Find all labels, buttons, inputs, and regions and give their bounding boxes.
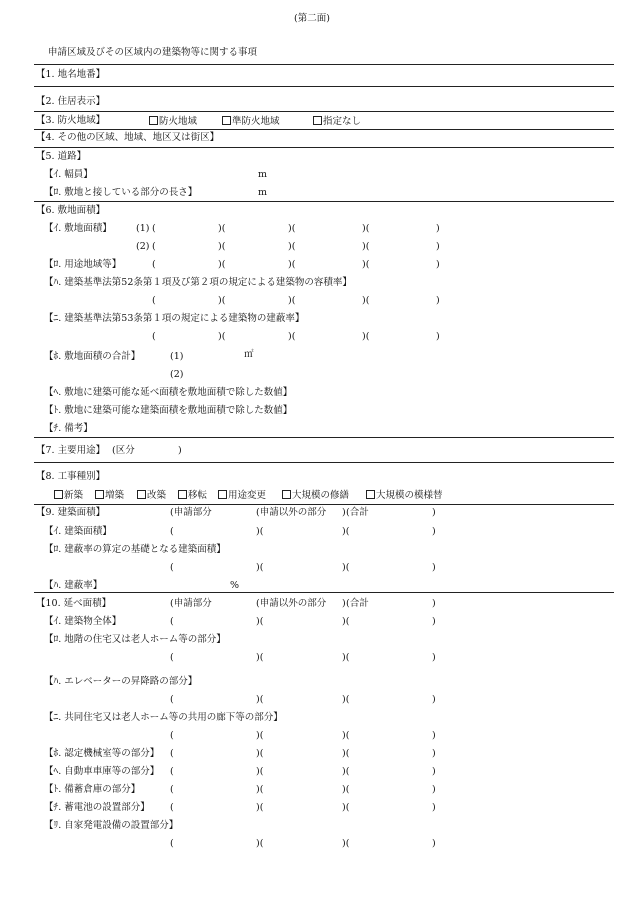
field-frontage-length[interactable]: 【ﾛ. 敷地と接している部分の長さ】 [44, 187, 198, 198]
divider [34, 437, 614, 438]
unit-percent: % [230, 580, 240, 591]
checkbox[interactable] [282, 490, 291, 499]
checkbox[interactable] [95, 490, 104, 499]
field-far-52[interactable]: 【ﾊ. 建築基準法第52条第１項及び第２項の規定による建築物の容積率】 [44, 277, 352, 288]
option-use-change[interactable]: 用途変更 [218, 490, 266, 501]
field-bcr-53[interactable]: 【ﾆ. 建築基準法第53条第１項の規定による建築物の建蔽率】 [44, 313, 305, 324]
field-allowable-far[interactable]: 【ﾍ. 敷地に建築可能な延べ面積を敷地面積で除した数値】 [44, 387, 293, 398]
divider [34, 462, 614, 463]
section-site-area: 【6. 敷地面積】 [36, 205, 106, 216]
field-boka-chiiki-label: 【3. 防火地域】 [36, 115, 106, 126]
row-number: (1) [136, 223, 150, 234]
checkbox[interactable] [218, 490, 227, 499]
checkbox[interactable] [149, 116, 158, 125]
option-boka-chiiki[interactable]: 防火地域 [149, 116, 197, 127]
checkbox[interactable] [313, 116, 322, 125]
field-battery[interactable]: 【ﾁ. 蓄電池の設置部分】 [44, 802, 150, 813]
unit-sqm: ㎡ [244, 349, 254, 360]
unit-m: m [258, 187, 268, 198]
field-basement-residential[interactable]: 【ﾛ. 地階の住宅又は老人ホーム等の部分】 [44, 634, 226, 645]
field-road-width[interactable]: 【ｲ. 幅員】 [44, 169, 93, 180]
unit-m: m [258, 169, 268, 180]
divider [34, 592, 614, 593]
field-main-use[interactable]: 【7. 主要用途】 [36, 445, 106, 456]
field-whole-building[interactable]: 【ｲ. 建築物全体】 [44, 616, 122, 627]
application-form-page-2: (第二面) 申請区域及びその区域内の建築物等に関する事項 【1. 地名地番】 【2. 住居表示】 【3. 防火地域】 防火地域 準防火地域 指定なし 【4. その他の区域、地域、地区又は街区】 【5. 道路】 【ｲ. 幅員】 m 【ﾛ. 敷地と接している部分の長さ】 m 【6. 敷地面積】 【ｲ. 敷地面積】 (1) (2) 【ﾛ. 用途地域等】 【ﾊ. 建築基準法第52条第１項及び第２項の規定による建築物の容積率】 【ﾆ. 建築基準法第53条第１項の規定による建築物の建蔽率】 ( )( )( )( ) ( )( )( )( ) ( )( )( )( ) ( )( )( )( ) ( )( )( )( ) 【ﾎ. 敷地面積の合計】 (1) ㎡ (2) 【ﾍ. 敷地に建築可能な延べ面積を敷地面積で除した数値】 【ﾄ. 敷地に建築可能な建築面積を敷地面積で除した数値】 【ﾁ. 備考】 【7. 主要用途】 (区分 ) 【8. 工事種別】 新築 増築 改築 移転 用途変更 大規模の修繕 大規模の模様替 【9. 建築面積】 (申請部分 (申請以外の部分 ) (合計 ) 【ｲ. 建築面積】 ( )( )( ) 【ﾛ. 建蔽率の算定の基礎となる建築面積】 ( )( )( ) 【ﾊ. 建蔽率】 % 【10. 延べ面積】 (申請部分 (申請以外の部分 ) (合計 ) 【ｲ. 建築物全体】 ( )( )( ) 【ﾛ. 地階の住宅又は老人ホーム等の部分】 ( )( )( ) 【ﾊ. エレベーターの昇降路の部分】 ( )( )( ) 【ﾆ. 共同住宅又は老人ホーム等の共用の廊下等の部分】 ( )( )( ) 【ﾎ. 認定機械室等の部分】 ( )( )( ) 【ﾍ. 自動車車庫等の部分】 ( )( )( ) 【ﾄ. 備蓄倉庫の部分】 ( )( )( ) 【ﾁ. 蓄電池の設置部分】 ( )( )( ) 【ﾘ. 自家発電設備の設置部分】 ( )( )( ) [0, 0, 630, 903]
page-label: (第二面) [294, 13, 330, 24]
field-garage[interactable]: 【ﾍ. 自動車車庫等の部分】 [44, 766, 160, 777]
checkbox[interactable] [137, 490, 146, 499]
option-new[interactable]: 新築 [54, 490, 83, 501]
field-use-district[interactable]: 【ﾛ. 用途地域等】 [44, 259, 122, 270]
divider [34, 147, 614, 148]
divider [34, 129, 614, 130]
checkbox[interactable] [222, 116, 231, 125]
divider [34, 86, 614, 87]
field-jukyo-hyoji[interactable]: 【2. 住居表示】 [36, 96, 106, 107]
field-building-area[interactable]: 【ｲ. 建築面積】 [44, 526, 112, 537]
field-bcr[interactable]: 【ﾊ. 建蔽率】 [44, 580, 103, 591]
checkbox[interactable] [366, 490, 375, 499]
option-shitei-nashi[interactable]: 指定なし [313, 116, 361, 127]
paren-close: ) [178, 445, 182, 456]
option-rebuild[interactable]: 改築 [137, 490, 166, 501]
option-major-repair[interactable]: 大規模の修繕 [282, 490, 349, 501]
field-generator[interactable]: 【ﾘ. 自家発電設備の設置部分】 [44, 820, 179, 831]
field-common-corridor[interactable]: 【ﾆ. 共同住宅又は老人ホーム等の共用の廊下等の部分】 [44, 712, 283, 723]
section-work-type: 【8. 工事種別】 [36, 471, 106, 482]
checkbox[interactable] [54, 490, 63, 499]
option-relocation[interactable]: 移転 [178, 490, 207, 501]
row-number: (2) [136, 241, 150, 252]
option-major-remodel[interactable]: 大規模の模様替 [366, 490, 443, 501]
field-site-area[interactable]: 【ｲ. 敷地面積】 [44, 223, 112, 234]
field-storage[interactable]: 【ﾄ. 備蓄倉庫の部分】 [44, 784, 141, 795]
checkbox[interactable] [178, 490, 187, 499]
field-chimei-chiban[interactable]: 【1. 地名地番】 [36, 69, 106, 80]
row-number: (1) [170, 351, 184, 362]
field-elevator-shaft[interactable]: 【ﾊ. エレベーターの昇降路の部分】 [44, 676, 198, 687]
divider [34, 504, 614, 505]
section-total-floor-area: 【10. 延べ面積】 [36, 598, 112, 609]
field-bcr-basis-area[interactable]: 【ﾛ. 建蔽率の算定の基礎となる建築面積】 [44, 544, 226, 555]
row-number: (2) [170, 369, 184, 380]
field-allowable-bcr[interactable]: 【ﾄ. 敷地に建築可能な建築面積を敷地面積で除した数値】 [44, 405, 293, 416]
section-building-area: 【9. 建築面積】 [36, 507, 106, 518]
main-use-class: (区分 [112, 445, 135, 456]
section-heading: 申請区域及びその区域内の建築物等に関する事項 [48, 47, 258, 58]
field-other-zones[interactable]: 【4. その他の区域、地域、地区又は街区】 [36, 132, 220, 143]
section-road: 【5. 道路】 [36, 151, 87, 162]
divider [34, 111, 614, 112]
field-site-area-total[interactable]: 【ﾎ. 敷地面積の合計】 [44, 351, 141, 362]
field-machine-room[interactable]: 【ﾎ. 認定機械室等の部分】 [44, 748, 160, 759]
option-extension[interactable]: 増築 [95, 490, 124, 501]
divider [34, 64, 614, 65]
field-site-remarks[interactable]: 【ﾁ. 備考】 [44, 423, 93, 434]
divider [34, 201, 614, 202]
option-jun-boka-chiiki[interactable]: 準防火地域 [222, 116, 280, 127]
